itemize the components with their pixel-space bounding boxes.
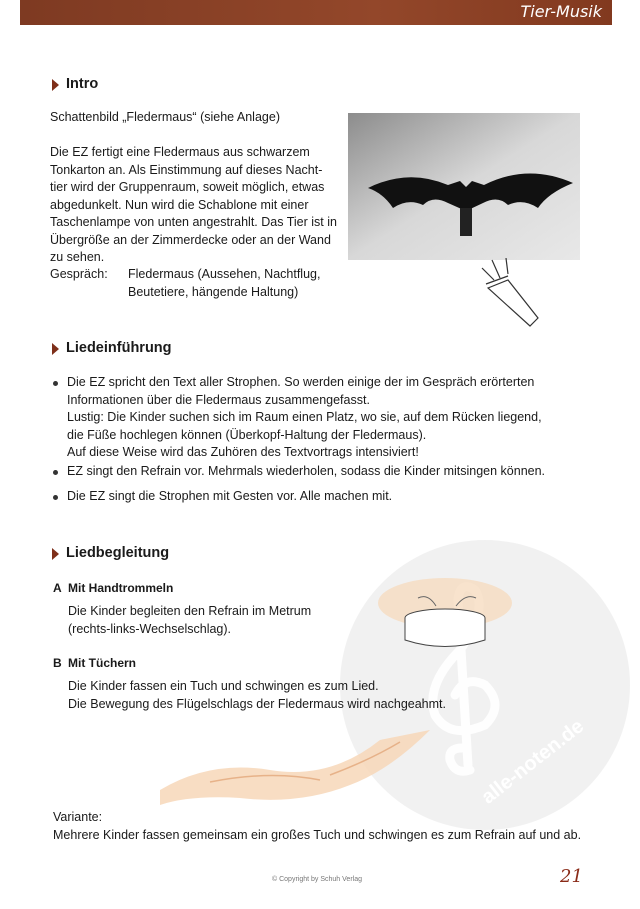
subsection-text-b [68,678,446,713]
subsection-letter-a: A [53,581,62,595]
bullet-icon [53,495,58,500]
text-line: Die Kinder begleiten den Refrain im Metrum [68,604,312,618]
bullet-icon [53,381,58,386]
section-marker-icon [52,548,59,560]
text-line: Lustig: Die Kinder suchen sich im Raum einen Platz, wo sie, auf dem Rücken liegend, [67,410,542,424]
text-line: zu sehen. [50,250,105,264]
text-line: Die EZ fertigt eine Fledermaus aus schwarzem [50,145,310,159]
heading-intro: Intro [66,76,99,92]
text-line: Übergröße an der Zimmerdecke oder an der Wand [50,232,331,247]
text-line: tier wird der Gruppenraum, soweit möglich, etwas [50,180,325,194]
watermark-text: alle-noten.de [477,715,589,809]
flashlight-icon [478,258,548,333]
subsection-letter-b: B [53,656,62,670]
gespraech-label: Gespräch: [50,267,108,281]
section-marker-icon [52,79,59,91]
bullet-item-2: EZ singt den Refrain vor. Mehrmals wiederholen, sodass die Kinder mitsingen können. [67,464,546,478]
variante-label: Variante: [53,810,103,824]
copyright: © Copyright by Schuh Verlag [272,876,362,883]
text-line: Fledermaus (Aussehen, Nachtflug, [128,267,321,281]
text-line: (rechts-links-Wechselschlag). [68,621,232,636]
text-line: die Füße hochlegen können (Überkopf-Haltung der Fledermaus). [67,427,427,442]
bullet-item-1 [67,374,542,462]
intro-paragraph [50,144,337,267]
text-line: abgedunkelt. Nun wird die Schablone mit einer [50,197,309,212]
text-line: Die EZ spricht den Text aller Strophen. So werden einige der im Gespräch erörterten [67,375,535,389]
gespraech-text [128,266,320,301]
variante-text: Mehrere Kinder fassen gemeinsam ein großes Tuch und schwingen es zum Refrain auf und ab. [53,828,582,842]
scarf-illustration [150,720,440,810]
heading-liedbegleitung: Liedbegleitung [66,545,170,561]
text-line: Informationen über die Fledermaus zusammengefasst. [67,392,370,407]
bullet-item-3: Die EZ singt die Strophen mit Gesten vor. Alle machen mit. [67,489,393,503]
intro-line: Schattenbild „Fledermaus“ (siehe Anlage) [50,110,280,124]
subsection-title-a: Mit Handtrommeln [68,581,174,595]
text-line: Taschenlampe von unten angestrahlt. Das Tier ist in [50,215,337,229]
bat-shadow-photo [348,113,580,260]
heading-liedeinfuehrung: Liedeinführung [66,340,172,356]
subsection-text-a [68,603,311,638]
text-line: Auf diese Weise wird das Zuhören des Textvortrags intensiviert! [67,445,419,459]
text-line: Beutetiere, hängende Haltung) [128,284,299,299]
header-title: Tier-Musik [520,2,602,21]
text-line: Tonkarton an. Als Einstimmung auf dieses Nacht- [50,162,323,177]
text-line: Die Kinder fassen ein Tuch und schwingen es zum Lied. [68,679,379,693]
section-marker-icon [52,343,59,355]
subsection-title-b: Mit Tüchern [68,656,136,670]
bullet-icon [53,470,58,475]
text-line: Die Bewegung des Flügelschlags der Fledermaus wird nachgeahmt. [68,696,446,711]
page-number: 21 [560,866,583,887]
hand-drum-illustration [378,578,513,653]
